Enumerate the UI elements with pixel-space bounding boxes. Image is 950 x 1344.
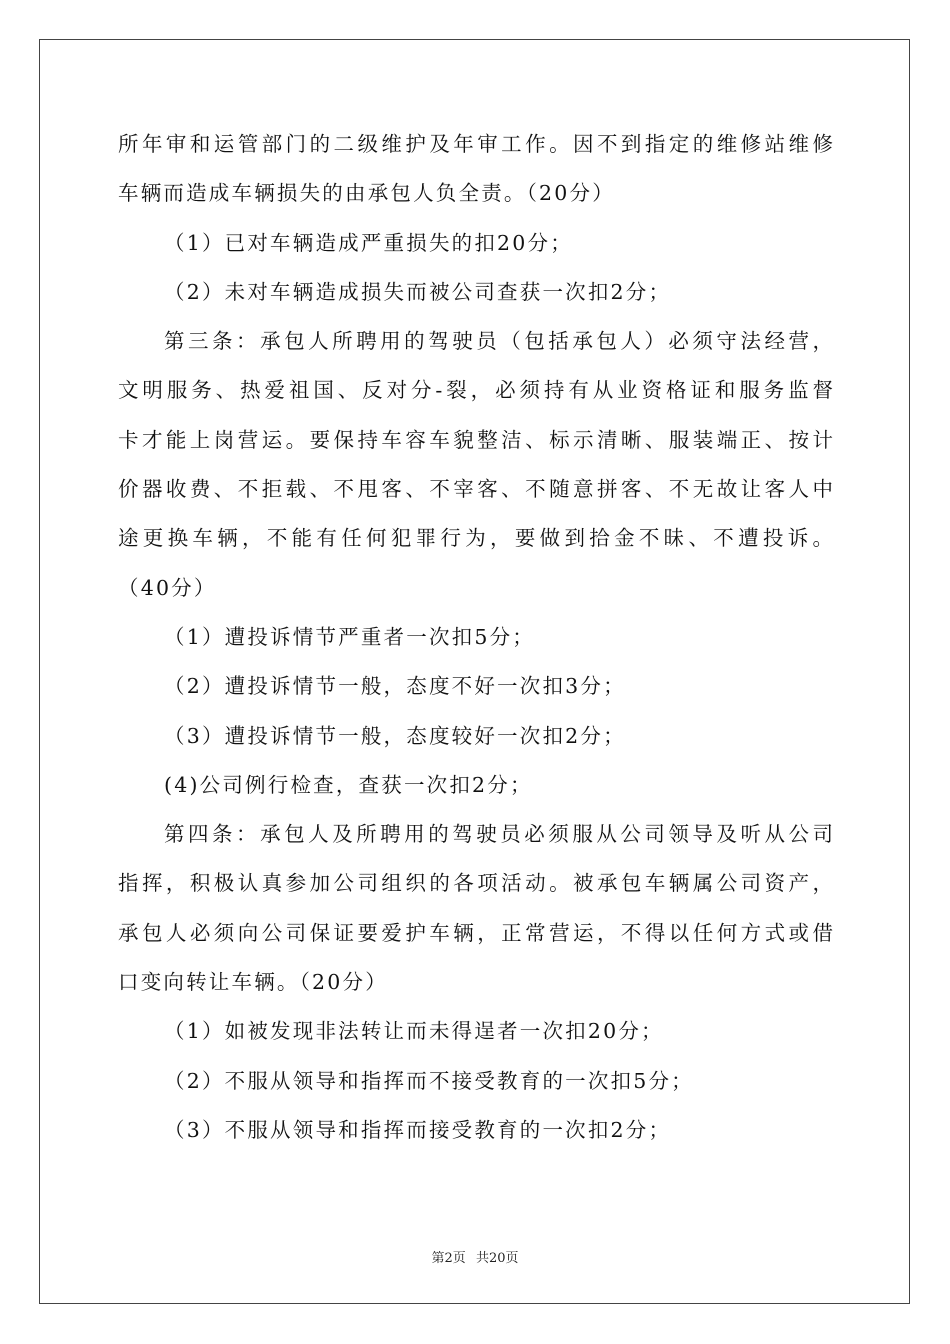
list-item: （1）已对车辆造成严重损失的扣20分；	[164, 230, 573, 255]
list-item: （3）不服从领导和指挥而接受教育的一次扣2分；	[164, 1117, 672, 1142]
document-body	[118, 120, 833, 1155]
list-item: （1）如被发现非法转让而未得逞者一次扣20分；	[164, 1019, 664, 1044]
article-heading-line: 第三条：承包人所聘用的驾驶员（包括承包人）必须守法经营，	[164, 329, 833, 354]
paragraph-line: 价器收费、不拒载、不甩客、不宰客、不随意拼客、不无故让客人中	[118, 477, 833, 502]
paragraph-line: 车辆而造成车辆损失的由承包人负全责。（20分）	[118, 181, 615, 206]
list-item: （2）未对车辆造成损失而被公司查获一次扣2分；	[164, 279, 672, 304]
paragraph-line: （40分）	[118, 575, 217, 600]
list-item: (4)公司例行检查，查获一次扣2分；	[164, 772, 533, 797]
paragraph-line: 指挥，积极认真参加公司组织的各项活动。被承包车辆属公司资产，	[118, 871, 833, 896]
page-footer	[0, 1247, 950, 1266]
paragraph-line: 文明服务、热爱祖国、反对分-裂，必须持有从业资格证和服务监督	[118, 378, 833, 403]
page-number: 第2页	[431, 1251, 466, 1266]
list-item: （2）不服从领导和指挥而不接受教育的一次扣5分；	[164, 1068, 694, 1093]
list-item: （1）遭投诉情节严重者一次扣5分；	[164, 624, 535, 649]
list-item: （3）遭投诉情节一般，态度较好一次扣2分；	[164, 723, 626, 748]
paragraph-line: 承包人必须向公司保证要爱护车辆，正常营运，不得以任何方式或借	[118, 920, 833, 945]
paragraph-line: 途更换车辆，不能有任何犯罪行为，要做到拾金不昧、不遭投诉。	[118, 526, 833, 551]
paragraph-line: 所年审和运管部门的二级维护及年审工作。因不到指定的维修站维修	[118, 132, 833, 156]
list-item: （2）遭投诉情节一般，态度不好一次扣3分；	[164, 674, 626, 699]
paragraph-line: 卡才能上岗营运。要保持车容车貌整洁、标示清晰、服装端正、按计	[118, 427, 833, 452]
page-total: 共20页	[475, 1251, 519, 1266]
paragraph-line: 口变向转让车辆。（20分）	[118, 970, 388, 995]
article-heading-line: 第四条：承包人及所聘用的驾驶员必须服从公司领导及听从公司	[164, 822, 833, 847]
